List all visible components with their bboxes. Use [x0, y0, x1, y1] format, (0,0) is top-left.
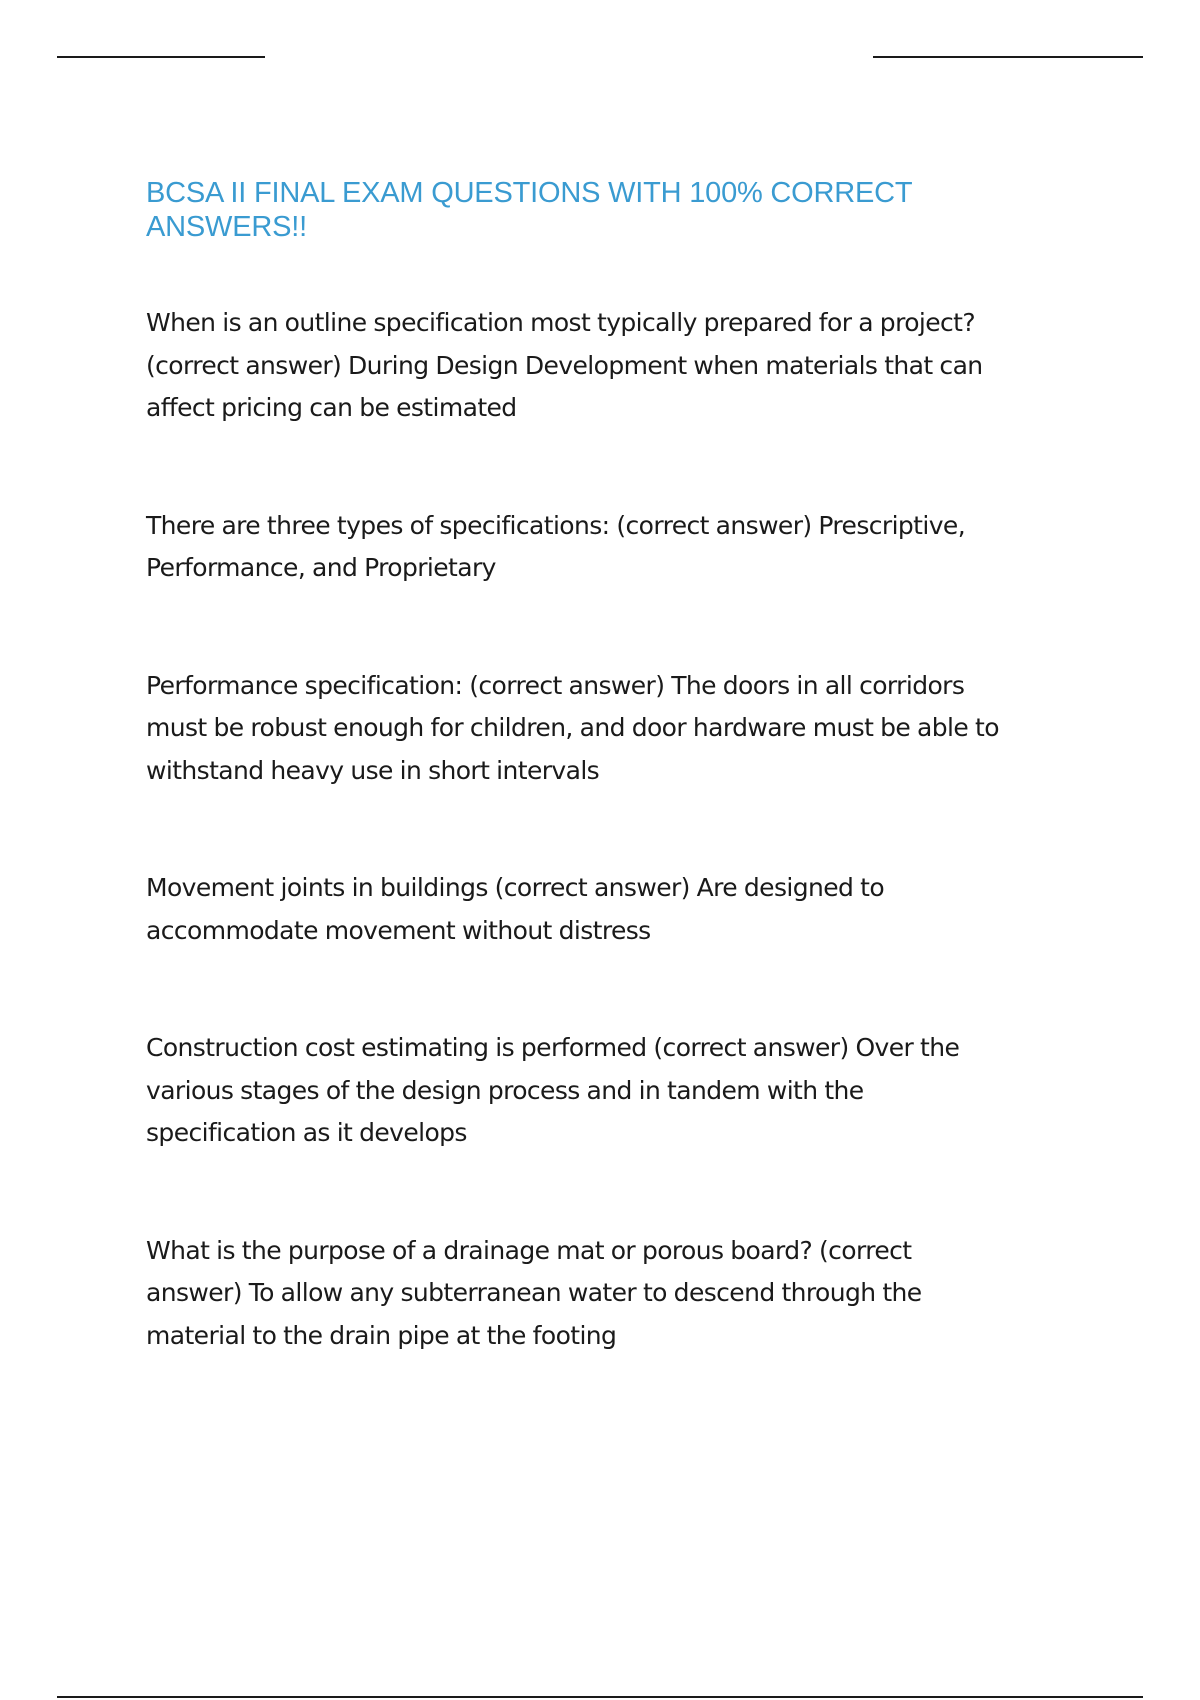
qa-line: specification as it develops — [146, 1118, 467, 1147]
header-rule-left — [57, 56, 265, 58]
qa-line: answer) To allow any subterranean water to descend through the — [146, 1278, 922, 1307]
header-rule-right — [873, 56, 1143, 58]
qa-item-outline-specification — [146, 302, 1106, 430]
qa-line: What is the purpose of a drainage mat or porous board? (correct — [146, 1235, 912, 1265]
qa-line: affect pricing can be estimated — [146, 393, 517, 422]
spacer — [146, 952, 1106, 1027]
qa-line: Performance specification: (correct answer) The doors in all corridors — [146, 670, 965, 700]
qa-line: various stages of the design process and in tandem with the — [146, 1075, 864, 1105]
qa-line: material to the drain pipe at the footing — [146, 1320, 617, 1350]
document-title-line: ANSWERS!! — [146, 211, 307, 243]
qa-line: When is an outline specification most typically prepared for a project? — [146, 308, 976, 337]
qa-line: accommodate movement without distress — [146, 915, 651, 945]
spacer — [146, 590, 1106, 665]
qa-item-drainage-mat — [146, 1230, 1106, 1358]
qa-line: Movement joints in buildings (correct answer) Are designed to — [146, 873, 885, 902]
qa-line: Construction cost estimating is performed (correct answer) Over the — [146, 1033, 960, 1062]
spacer — [146, 430, 1106, 505]
qa-list — [146, 302, 1106, 1357]
footer-rule — [57, 1696, 1143, 1698]
qa-line: (correct answer) During Design Development when materials that can — [146, 350, 983, 380]
spacer — [146, 792, 1106, 867]
qa-line: withstand heavy use in short intervals — [146, 755, 600, 785]
document-title-line: BCSA II FINAL EXAM QUESTIONS WITH 100% CORRECT — [146, 177, 913, 209]
qa-item-cost-estimating — [146, 1027, 1106, 1155]
qa-line: There are three types of specifications: (correct answer) Prescriptive, — [146, 510, 966, 540]
qa-item-performance-specification — [146, 665, 1106, 793]
spacer — [146, 1155, 1106, 1230]
qa-line: must be robust enough for children, and door hardware must be able to — [146, 713, 999, 742]
qa-line: Performance, and Proprietary — [146, 553, 496, 582]
qa-item-movement-joints — [146, 867, 1106, 952]
document-title — [146, 176, 1046, 244]
qa-item-specification-types — [146, 505, 1106, 590]
